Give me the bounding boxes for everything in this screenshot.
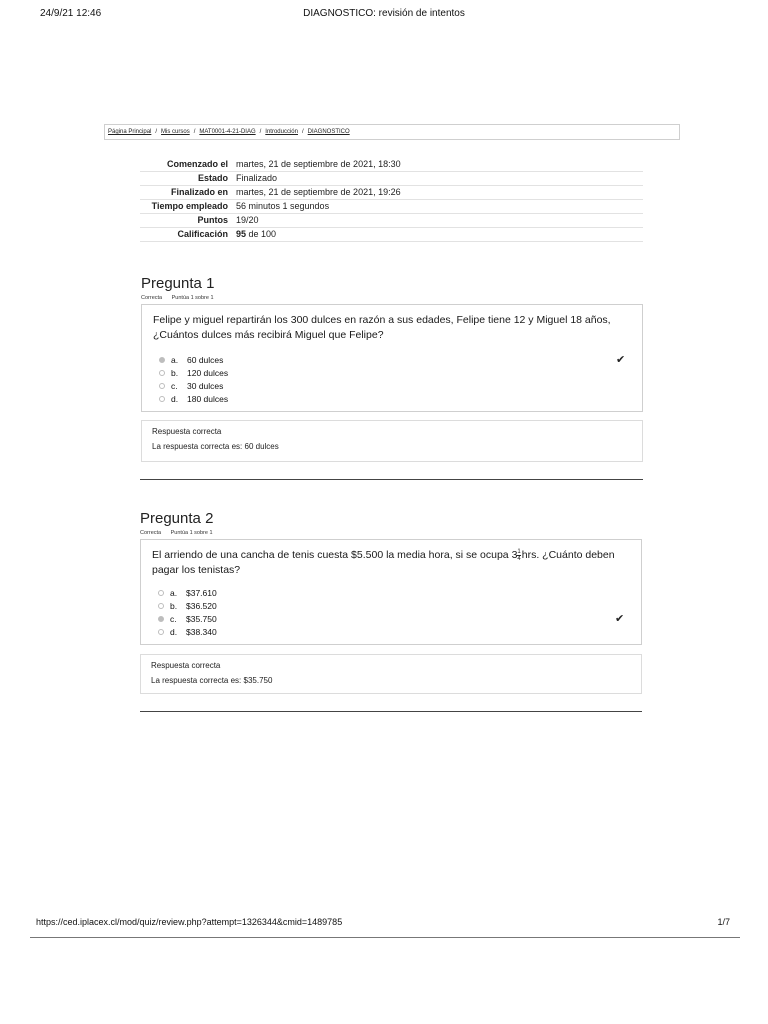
fraction bbox=[517, 549, 520, 562]
radio-icon[interactable] bbox=[158, 629, 164, 635]
question-1-box bbox=[141, 304, 643, 412]
question-score: Puntúa 1 sobre 1 bbox=[171, 295, 214, 301]
breadcrumb-separator: / bbox=[193, 129, 196, 135]
grade-value: 95 bbox=[236, 229, 247, 239]
question-1-title bbox=[141, 275, 214, 292]
summary-row-grade bbox=[140, 228, 643, 242]
summary-value: 56 minutos 1 segundos bbox=[232, 200, 643, 214]
attempt-summary-table bbox=[140, 158, 643, 242]
question-divider bbox=[140, 479, 643, 480]
feedback-correct-answer: La respuesta correcta es: 60 dulces bbox=[152, 442, 279, 451]
answer-letter: d. bbox=[171, 393, 179, 404]
question-score: Puntúa 1 sobre 1 bbox=[170, 530, 213, 536]
radio-selected-icon[interactable] bbox=[159, 357, 165, 363]
question-1-answers bbox=[159, 353, 228, 405]
print-datetime: 24/9/21 12:46 bbox=[40, 8, 102, 19]
answer-option[interactable] bbox=[158, 599, 217, 612]
question-1-feedback bbox=[141, 420, 643, 462]
answer-letter: b. bbox=[170, 600, 178, 611]
radio-icon[interactable] bbox=[158, 590, 164, 596]
question-2-title bbox=[140, 510, 213, 527]
question-title-label: Pregunta bbox=[141, 275, 202, 292]
summary-row-finished bbox=[140, 186, 643, 200]
answer-option[interactable] bbox=[159, 392, 228, 405]
breadcrumb-link-course[interactable]: MAT0001-4-21-DIAG bbox=[199, 129, 256, 135]
correct-check-icon: ✔ bbox=[616, 354, 626, 366]
summary-value: martes, 21 de septiembre de 2021, 18:30 bbox=[232, 158, 643, 172]
answer-option[interactable] bbox=[159, 379, 228, 392]
summary-row-state bbox=[140, 172, 643, 186]
summary-row-started bbox=[140, 158, 643, 172]
answer-option[interactable] bbox=[159, 366, 228, 379]
print-url: https://ced.iplacex.cl/mod/quiz/review.php?attempt=1326344&cmid=1489785 bbox=[36, 917, 343, 927]
question-2-box bbox=[140, 539, 642, 645]
print-page-number: 1/7 bbox=[717, 917, 730, 927]
radio-icon[interactable] bbox=[159, 370, 165, 376]
answer-letter: c. bbox=[171, 380, 178, 391]
answer-letter: d. bbox=[170, 626, 178, 637]
question-1-text: Felipe y miguel repartirán los 300 dulces en razón a sus edades, Felipe tiene 12 y Miguel 18 años, ¿Cuántos dulces más recibirá Miguel que Felipe? bbox=[153, 314, 611, 341]
question-2-feedback bbox=[140, 654, 642, 694]
feedback-title: Respuesta correcta bbox=[151, 661, 221, 670]
breadcrumb-link-section[interactable]: Introducción bbox=[265, 129, 298, 135]
question-status: Correcta bbox=[141, 295, 163, 301]
answer-text: $38.340 bbox=[186, 626, 217, 637]
question-number: 2 bbox=[205, 510, 214, 527]
breadcrumb-link-quiz[interactable]: DIAGNOSTICO bbox=[307, 129, 350, 135]
summary-label: Comenzado el bbox=[140, 158, 232, 172]
summary-value: Finalizado bbox=[232, 172, 643, 186]
answer-option[interactable] bbox=[158, 612, 217, 625]
radio-icon[interactable] bbox=[159, 383, 165, 389]
question-divider bbox=[140, 711, 642, 712]
breadcrumb bbox=[104, 124, 680, 140]
fraction-numerator: 1 bbox=[517, 548, 521, 555]
answer-option[interactable] bbox=[158, 625, 217, 638]
question-2-info bbox=[140, 530, 221, 536]
question-text-part: hrs. ¿Cuánto deben pagar los tenistas? bbox=[152, 549, 615, 576]
question-2-text bbox=[152, 548, 627, 578]
question-1-info bbox=[141, 295, 222, 301]
breadcrumb-separator: / bbox=[155, 129, 158, 135]
question-text-part: El arriendo de una cancha de tenis cuesta $5.500 la media hora, si se ocupa 3 bbox=[152, 549, 518, 561]
summary-label: Tiempo empleado bbox=[140, 200, 232, 214]
summary-row-time-taken bbox=[140, 200, 643, 214]
summary-value: 19/20 bbox=[232, 214, 643, 228]
answer-letter: a. bbox=[171, 354, 179, 365]
print-page-title: DIAGNOSTICO: revisión de intentos bbox=[303, 8, 465, 19]
answer-option[interactable] bbox=[159, 353, 228, 366]
answer-text: 180 dulces bbox=[187, 393, 229, 404]
breadcrumb-separator: / bbox=[259, 129, 262, 135]
answer-letter: b. bbox=[171, 367, 179, 378]
radio-selected-icon[interactable] bbox=[158, 616, 164, 622]
summary-label: Puntos bbox=[140, 214, 232, 228]
answer-text: $36.520 bbox=[186, 600, 217, 611]
summary-label: Estado bbox=[140, 172, 232, 186]
radio-icon[interactable] bbox=[159, 396, 165, 402]
grade-total: de 100 bbox=[246, 229, 277, 239]
summary-label: Calificación bbox=[140, 228, 232, 242]
correct-check-icon: ✔ bbox=[615, 613, 625, 625]
feedback-title: Respuesta correcta bbox=[152, 427, 222, 436]
feedback-correct-answer: La respuesta correcta es: $35.750 bbox=[151, 676, 273, 685]
answer-text: $35.750 bbox=[186, 613, 217, 624]
question-status: Correcta bbox=[140, 530, 162, 536]
answer-letter: c. bbox=[170, 613, 177, 624]
breadcrumb-link-my-courses[interactable]: Mis cursos bbox=[161, 129, 190, 135]
breadcrumb-link-home[interactable]: Página Principal bbox=[108, 129, 152, 135]
answer-letter: a. bbox=[170, 587, 178, 598]
summary-value: martes, 21 de septiembre de 2021, 19:26 bbox=[232, 186, 643, 200]
radio-icon[interactable] bbox=[158, 603, 164, 609]
answer-option[interactable] bbox=[158, 586, 217, 599]
answer-text: 120 dulces bbox=[187, 367, 229, 378]
summary-value bbox=[232, 228, 643, 242]
question-2-answers bbox=[158, 586, 217, 638]
summary-label: Finalizado en bbox=[140, 186, 232, 200]
breadcrumb-separator: / bbox=[301, 129, 304, 135]
footer-divider bbox=[30, 937, 740, 938]
question-number: 1 bbox=[206, 275, 215, 292]
summary-row-marks bbox=[140, 214, 643, 228]
answer-text: 60 dulces bbox=[187, 354, 224, 365]
question-title-label: Pregunta bbox=[140, 510, 201, 527]
answer-text: $37.610 bbox=[186, 587, 217, 598]
fraction-denominator: 4 bbox=[517, 555, 521, 562]
answer-text: 30 dulces bbox=[187, 380, 224, 391]
